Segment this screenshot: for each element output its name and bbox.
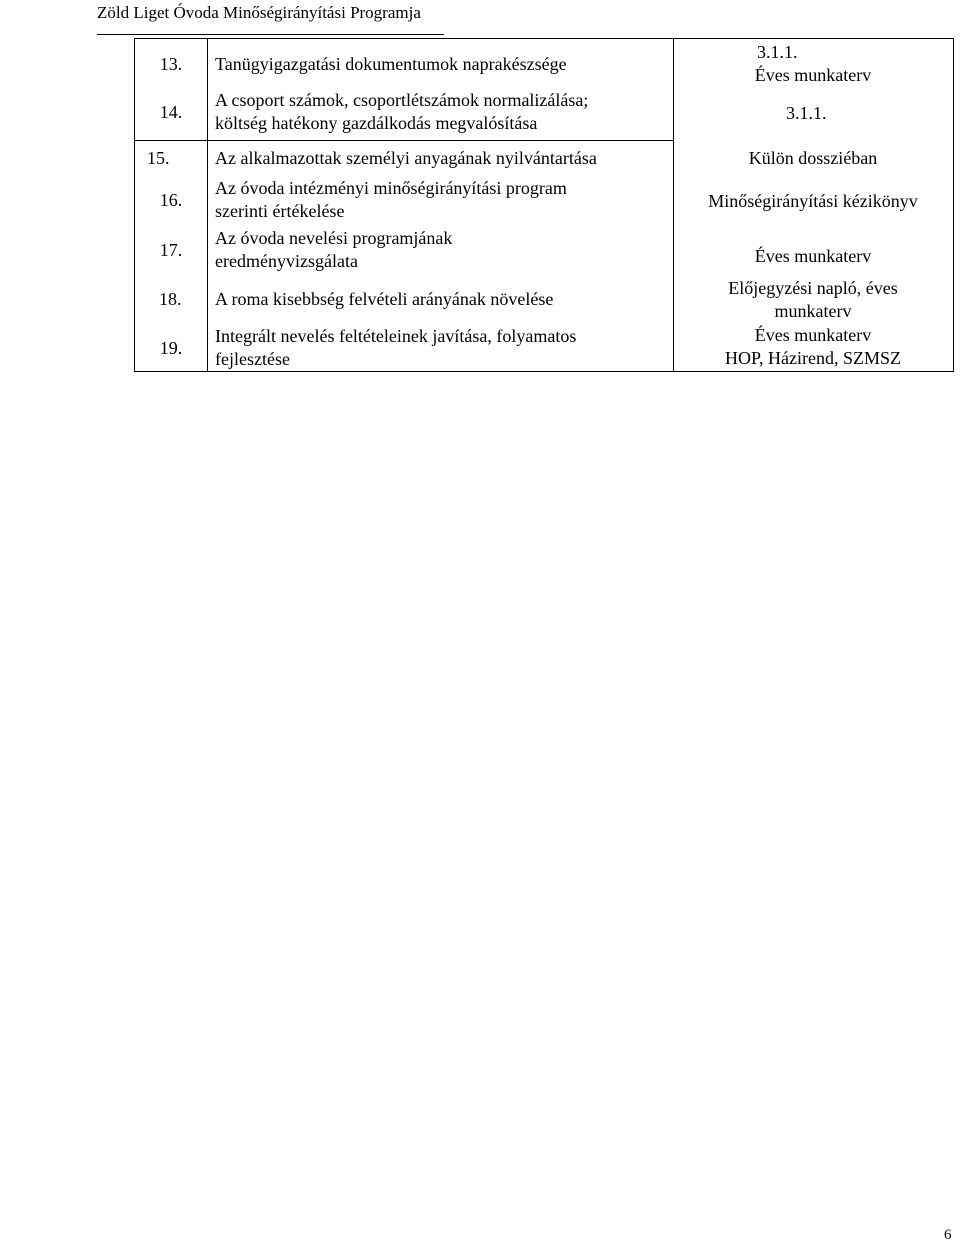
reference-text: 3.1.1.: [757, 42, 798, 62]
task-text: Az alkalmazottak személyi anyagának nyilvántartása: [215, 148, 597, 168]
task-text: Az óvoda intézményi minőségirányítási program: [215, 178, 567, 198]
task-text: Az óvoda nevelési programjának: [215, 228, 453, 248]
page-number: 6: [944, 1227, 952, 1243]
reference-text: Előjegyzési napló, éves: [728, 278, 898, 298]
task-text: fejlesztése: [215, 349, 290, 369]
reference-text: Külön dossziéban: [748, 148, 878, 168]
header-rule: [97, 34, 444, 35]
task-text: Integrált nevelés feltételeinek javítása, folyamatos: [215, 326, 577, 346]
task-text: A csoport számok, csoportlétszámok normalizálása;: [215, 90, 589, 110]
task-text: A roma kisebbség felvételi arányának növelése: [215, 289, 554, 309]
row-number: 17.: [159, 240, 183, 260]
row-number: 14.: [159, 102, 183, 122]
tasks-table: [134, 38, 954, 372]
reference-text: munkaterv: [774, 301, 852, 321]
reference-text: Éves munkaterv: [754, 246, 872, 266]
row-number: 15.: [147, 148, 170, 168]
task-text: Tanügyigazgatási dokumentumok naprakészsége: [215, 54, 567, 74]
document-header: Zöld Liget Óvoda Minőségirányítási Programja: [97, 3, 421, 22]
row-number: 16.: [159, 190, 183, 210]
reference-text: HOP, Házirend, SZMSZ: [725, 348, 901, 368]
task-text: szerinti értékelése: [215, 201, 345, 221]
task-text: eredményvizsgálata: [215, 251, 358, 271]
row-number: 13.: [159, 54, 183, 74]
row-divider: [135, 140, 673, 141]
task-text: költség hatékony gazdálkodás megvalósítása: [215, 113, 538, 133]
row-number: 18.: [159, 289, 182, 309]
reference-text: Éves munkaterv: [754, 65, 872, 85]
row-number: 19.: [159, 338, 183, 358]
reference-text: Éves munkaterv: [754, 325, 872, 345]
reference-text: 3.1.1.: [786, 103, 827, 123]
reference-text: Minőségirányítási kézikönyv: [708, 191, 918, 211]
column-divider: [207, 39, 208, 371]
